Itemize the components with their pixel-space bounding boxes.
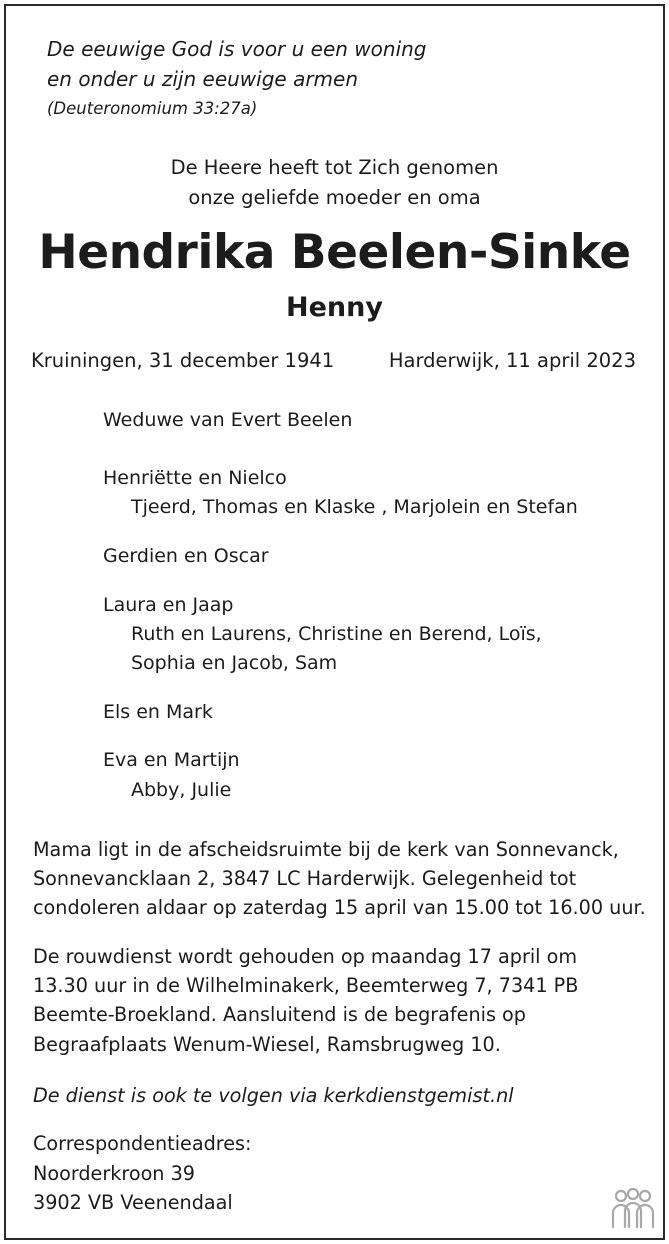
- service-line-1: De rouwdienst wordt gehouden op maandag 17 april om: [33, 945, 578, 968]
- service-line-2: 13.30 uur in de Wilhelminakerk, Beemterweg 7, 7341 PB: [33, 974, 579, 997]
- intro-line-2: onze geliefde moeder en oma: [188, 186, 481, 209]
- deceased-name: Hendrika Beelen-Sinke: [38, 225, 631, 280]
- deceased-nickname: Henny: [286, 292, 383, 323]
- service-line-4: Begraafplaats Wenum-Wiesel, Ramsbrugweg 10.: [33, 1033, 501, 1056]
- visitation-line-2: Sonnevancklaan 2, 3847 LC Harderwijk. Gelegenheid tot: [33, 867, 577, 890]
- family-children-3a: Ruth en Laurens, Christine en Berend, Loïs,: [131, 623, 542, 645]
- family-parent-1: Henriëtte en Nielco: [103, 467, 287, 489]
- correspondence-label: Correspondentieadres:: [33, 1132, 252, 1155]
- stream-note: De dienst is ook te volgen via kerkdienstgemist.nl: [33, 1084, 514, 1107]
- family-parent-5: Eva en Martijn: [103, 749, 240, 771]
- family-children-5: Abby, Julie: [131, 779, 232, 801]
- family-children-3b: Sophia en Jacob, Sam: [131, 652, 338, 674]
- verse-line-2: en onder u zijn eeuwige armen: [47, 67, 359, 91]
- visitation-line-1: Mama ligt in de afscheidsruimte bij de kerk van Sonnevanck,: [33, 838, 619, 861]
- widow-line: Weduwe van Evert Beelen: [103, 409, 353, 431]
- service-line-3: Beemte-Broekland. Aansluitend is de begrafenis op: [33, 1003, 526, 1026]
- family-children-1: Tjeerd, Thomas en Klaske , Marjolein en Stefan: [131, 496, 578, 518]
- birth-place-date: Kruiningen, 31 december 1941: [31, 349, 335, 372]
- correspondence-street: Noorderkroon 39: [33, 1162, 195, 1185]
- intro-line-1: De Heere heeft tot Zich genomen: [170, 156, 499, 179]
- visitation-line-3: condoleren aldaar op zaterdag 15 april van 15.00 tot 16.00 uur.: [33, 896, 646, 919]
- death-place-date: Harderwijk, 11 april 2023: [388, 349, 636, 372]
- family-people-icon: [608, 1187, 658, 1231]
- family-parent-4: Els en Mark: [103, 701, 213, 723]
- family-parent-3: Laura en Jaap: [103, 594, 234, 616]
- family-parent-2: Gerdien en Oscar: [103, 545, 269, 567]
- verse-line-1: De eeuwige God is voor u een woning: [47, 37, 427, 61]
- verse-reference: (Deuteronomium 33:27a): [47, 99, 258, 118]
- correspondence-city: 3902 VB Veenendaal: [33, 1191, 233, 1214]
